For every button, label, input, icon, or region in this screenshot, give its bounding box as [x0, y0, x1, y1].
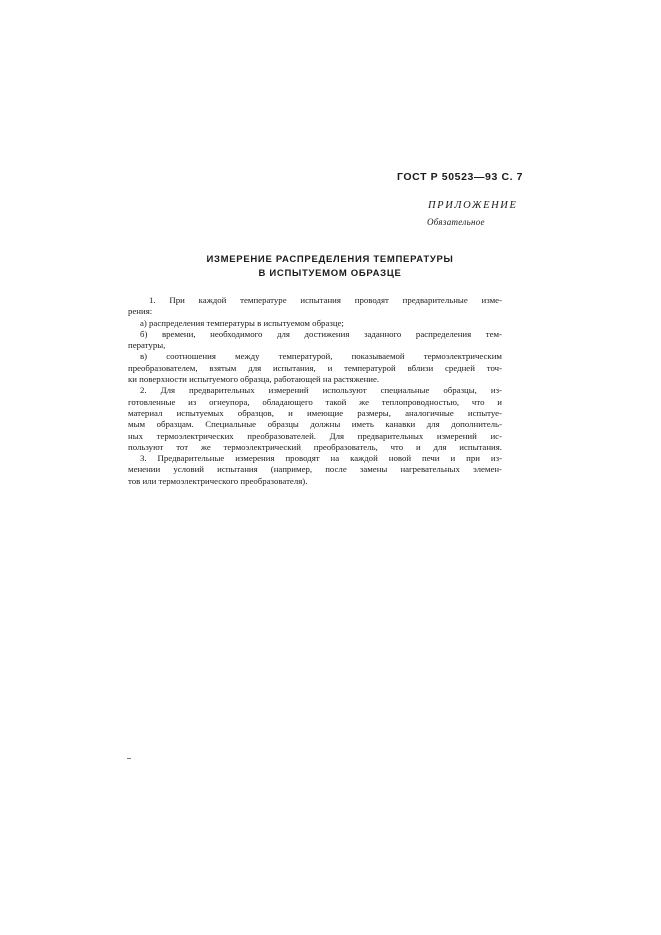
- paragraph-2-line: мым образцам. Специальные образцы должны иметь канавки для дополнитель-: [128, 419, 502, 430]
- paragraph-2-line: готовленные из огнеупора, обладающего такой же теплопроводностью, что и: [128, 396, 502, 407]
- list-item-c-cont: преобразователем, взятым для испытания, и температурой вблизи средней точ-: [128, 362, 502, 373]
- paragraph-1-line: рения:: [128, 306, 153, 317]
- paragraph-2-line: ных термоэлектрических преобразователей. Для предварительных измерений ис-: [128, 430, 502, 441]
- section-title-line-1: ИЗМЕРЕНИЕ РАСПРЕДЕЛЕНИЯ ТЕМПЕРАТУРЫ: [206, 254, 454, 265]
- body-text: [128, 295, 502, 487]
- section-title-line-2: В ИСПЫТУЕМОМ ОБРАЗЦЕ: [258, 268, 402, 279]
- appendix-label: ПРИЛОЖЕНИЕ: [428, 200, 518, 211]
- paragraph-2-line: пользуют тот же термоэлектрический преобразователь, что и для испытания.: [128, 441, 502, 452]
- appendix-status: Обязательное: [427, 217, 485, 227]
- standard-page-code: ГОСТ Р 50523—93 С. 7: [397, 171, 524, 183]
- paragraph-3-line: 3. Предварительные измерения проводят на каждой новой печи и при из-: [140, 453, 502, 464]
- paragraph-2-line: 2. Для предварительных измерений используют специальные образцы, из-: [140, 385, 502, 396]
- list-item-b-cont: пературы,: [128, 340, 166, 351]
- paragraph-1-line: 1. При каждой температуре испытания проводят предварительные изме-: [149, 295, 502, 305]
- list-item-b: б) времени, необходимого для достижения заданного распределения тем-: [140, 328, 502, 339]
- stray-scan-mark: [127, 758, 131, 759]
- list-item-a: а) распределения температуры в испытуемом образце;: [140, 317, 344, 328]
- paragraph-2-line: материал испытуемых образцов, и имеющие размеры, аналогичные испытуе-: [128, 407, 502, 418]
- paragraph-3-line: тов или термоэлектрического преобразователя).: [128, 475, 308, 486]
- list-item-c: в) соотношения между температурой, показываемой термоэлектрическим: [140, 351, 502, 362]
- section-title: [150, 253, 510, 281]
- list-item-c-cont: ки поверхности испытуемого образца, работающей на растяжение.: [128, 374, 380, 385]
- paragraph-3-line: менении условий испытания (например, после замены нагревательных элемен-: [128, 464, 502, 475]
